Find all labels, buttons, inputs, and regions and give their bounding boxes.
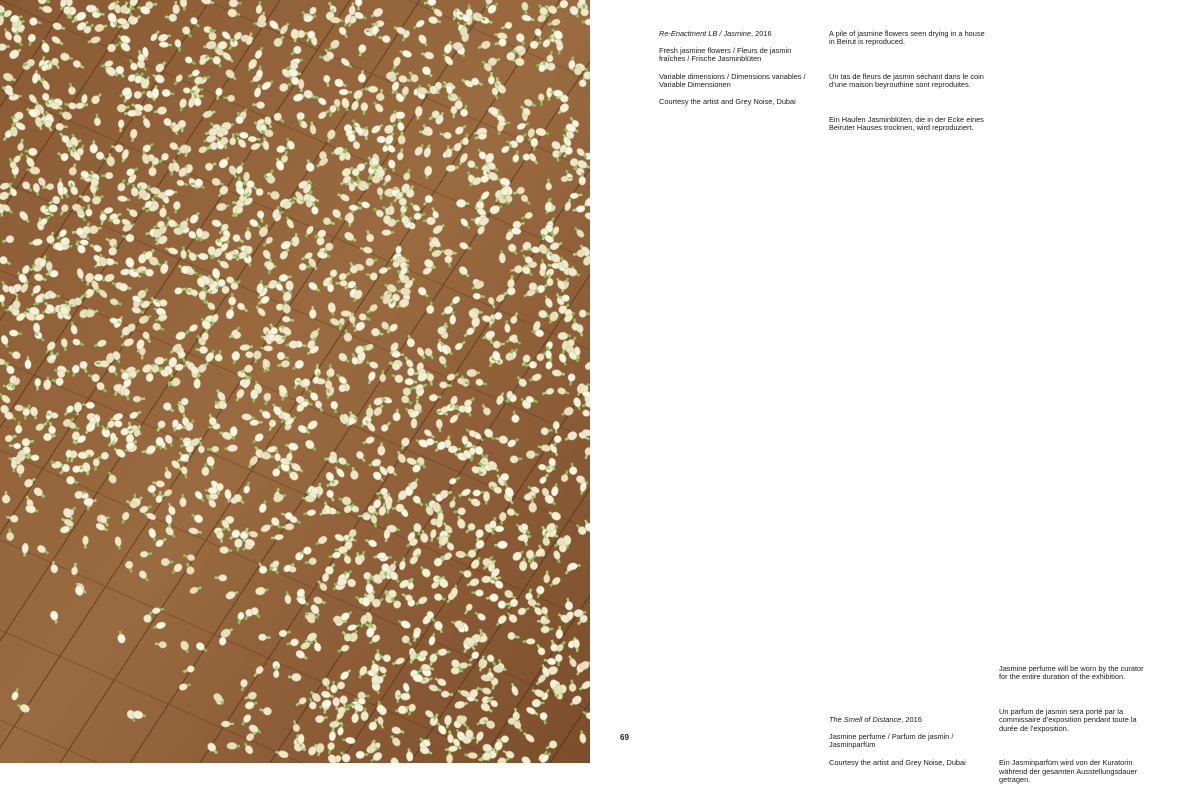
work1-courtesy: Courtesy the artist and Grey Noise, Dubai: [659, 98, 824, 107]
work2-description: [999, 656, 1169, 794]
work1-dimensions: Variable dimensions / Dimensions variables / Variable Dimensionen: [659, 73, 824, 90]
page-number: 69: [620, 733, 629, 742]
work2-courtesy: Courtesy the artist and Grey Noise, Dubai: [829, 759, 989, 768]
work2-year: , 2016: [901, 715, 922, 724]
work2-title: The Smell of Distance: [829, 715, 901, 724]
work2-desc-fr: Un parfum de jasmin sera porté par la commissaire d’exposition pendant toute la durée de l’exposition.: [999, 708, 1169, 734]
work1-title: Re-Enactment LB / Jasmine: [659, 29, 751, 38]
right-page: [590, 0, 1181, 763]
work1-desc-fr: Un tas de fleurs de jasmin séchant dans le coin d’une maison beyrouthine sont reproduites.: [829, 73, 1004, 90]
work2-desc-de: Ein Jasminparfüm wird von der Kuratorin während der gesamten Ausstellungsdauer getragen.: [999, 759, 1169, 785]
work1-desc-de: Ein Haufen Jasminblüten, die in der Ecke eines Beiruter Hauses trocknen, wird reproduziert.: [829, 116, 1004, 133]
work1-description: [829, 21, 1004, 141]
work2-caption: [829, 707, 989, 776]
work2-desc-en: Jasmine perfume will be worn by the curator for the entire duration of the exhibition.: [999, 665, 1169, 682]
jasmine-flowers-photo: [0, 0, 590, 763]
work1-materials: Fresh jasmine flowers / Fleurs de jasmin fraîches / Frische Jasminblüten: [659, 47, 824, 64]
work2-materials: Jasmine perfume / Parfum de jasmin / Jasminparfüm: [829, 733, 989, 750]
work1-year: , 2016: [751, 29, 772, 38]
work1-desc-en: A pile of jasmine flowers seen drying in a house in Beirut is reproduced.: [829, 30, 1004, 47]
work1-caption: [659, 21, 824, 116]
